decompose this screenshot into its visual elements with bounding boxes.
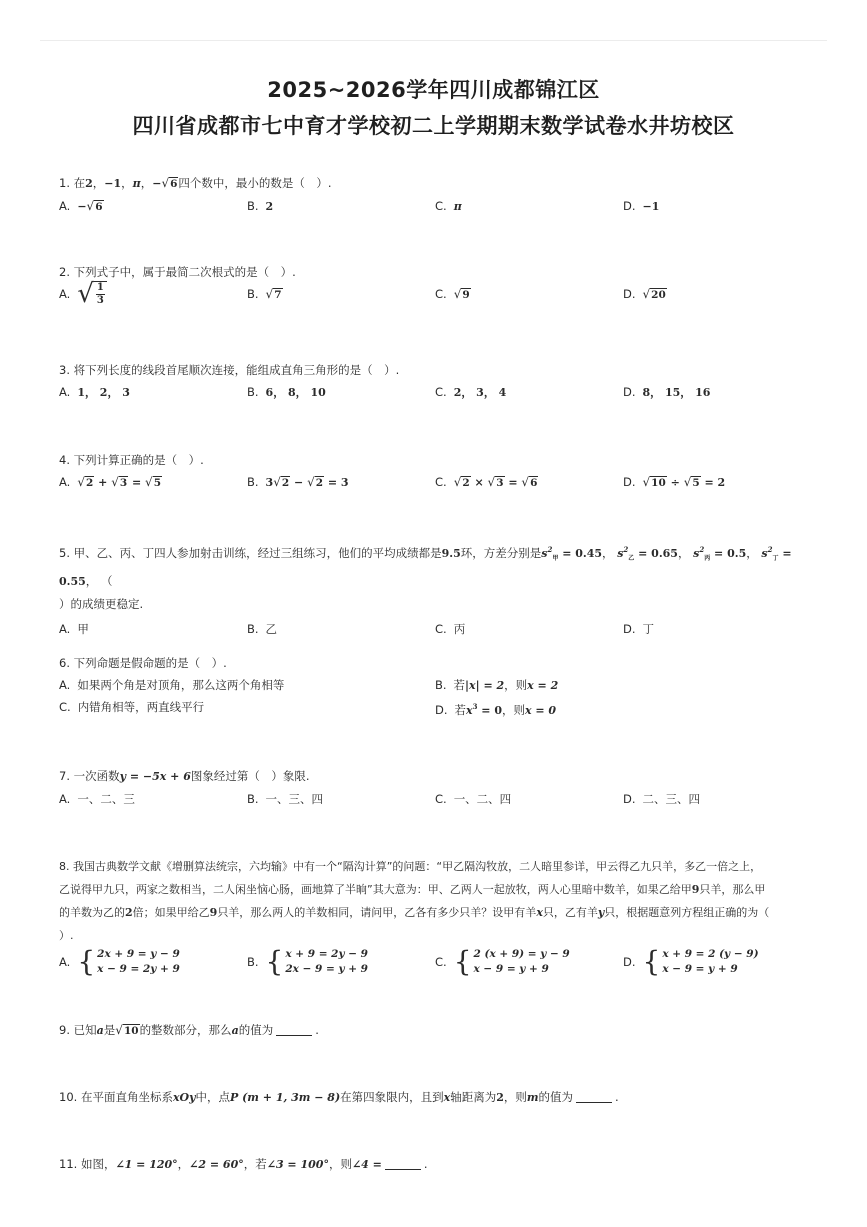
option-c[interactable]: C. { 2 (x + 9) = y − 9 x − 9 = y + 9 — [435, 945, 570, 978]
option-a[interactable]: A. √ $\frac{1}{3}$ — [59, 281, 107, 307]
question-2-options — [59, 279, 829, 309]
question-8-options — [59, 947, 829, 981]
question-6 — [59, 652, 829, 718]
option-b[interactable]: B. 乙 — [247, 622, 278, 636]
top-divider — [40, 40, 827, 41]
answer-blank[interactable] — [576, 1102, 612, 1103]
answer-blank[interactable] — [276, 1035, 312, 1036]
question-11 — [59, 1153, 829, 1176]
option-d[interactable]: D. 8， 15， 16 — [623, 385, 711, 399]
option-a[interactable]: A. −√6 — [59, 199, 103, 213]
question-5-options — [59, 618, 829, 640]
option-c[interactable]: C. √2 × √3 = √6 — [435, 475, 538, 489]
question-10 — [59, 1086, 829, 1109]
question-11-stem: 11. 如图，∠1 = 120°，∠2 = 60°，若∠3 = 100°，则∠4 = . — [59, 1157, 428, 1171]
option-a[interactable]: A. 甲 — [59, 622, 89, 636]
exam-title — [0, 72, 867, 144]
question-4-stem: 4. 下列计算正确的是（ ）. — [59, 453, 204, 467]
question-5-stem: 5. 甲、乙、丙、丁四人参加射击训练，经过三组练习，他们的平均成绩都是9.5环，方差分别是$s^2_甲 = 0.45$， $s^2_乙 = 0.65$， $s^2_丙 = 0.5$， $s^2_丁 = 0.55$， （ ）的成绩更稳定. — [59, 545, 792, 611]
option-d[interactable]: D. 二、三、四 — [623, 792, 701, 806]
question-5 — [59, 539, 829, 640]
option-c[interactable]: C. √9 — [435, 287, 470, 301]
question-6-options-row-1 — [59, 674, 829, 696]
option-d[interactable]: D. 若$x^3 = 0$，则x = 0 — [435, 702, 557, 717]
question-9 — [59, 1019, 829, 1042]
option-b[interactable]: B. 若|x| = 2，则x = 2 — [435, 678, 559, 692]
option-b[interactable]: B. 3√2 − √2 = 3 — [247, 475, 349, 489]
option-a[interactable]: A. √2 + √3 = √5 — [59, 475, 162, 489]
question-4-options — [59, 471, 829, 493]
title-line-1: 2025~2026学年四川成都锦江区 — [267, 78, 600, 102]
option-a[interactable]: A. 一、二、三 — [59, 792, 135, 806]
question-7-options — [59, 788, 829, 810]
option-c[interactable]: C. π — [435, 199, 462, 213]
title-line-2: 四川省成都市七中育才学校初二上学期期末数学试卷水井坊校区 — [132, 114, 735, 138]
option-c[interactable]: C. 2， 3， 4 — [435, 385, 507, 399]
option-d[interactable]: D. −1 — [623, 199, 660, 213]
option-b[interactable]: B. 一、三、四 — [247, 792, 324, 806]
question-7 — [59, 765, 829, 810]
question-8 — [59, 855, 829, 981]
question-2 — [59, 261, 829, 309]
option-b[interactable]: B. { x + 9 = 2y − 9 2x − 9 = y + 9 — [247, 945, 368, 978]
option-d[interactable]: D. { x + 9 = 2 (y − 9) x − 9 = y + 9 — [623, 945, 759, 978]
question-9-stem: 9. 已知a是√10的整数部分，那么a的值为 . — [59, 1023, 319, 1037]
option-c[interactable]: C. 内错角相等，两直线平行 — [59, 700, 205, 714]
option-c[interactable]: C. 一、二、四 — [435, 792, 512, 806]
option-d[interactable]: D. 丁 — [623, 622, 655, 636]
question-2-stem: 2. 下列式子中，属于最简二次根式的是（ ）. — [59, 265, 296, 279]
option-a[interactable]: A. 1， 2， 3 — [59, 385, 130, 399]
sqrt-expression: √6 — [161, 176, 178, 190]
option-a[interactable]: A. 如果两个角是对顶角，那么这两个角相等 — [59, 678, 285, 692]
question-3-stem: 3. 将下列长度的线段首尾顺次连接，能组成直角三角形的是（ ）. — [59, 363, 400, 377]
option-b[interactable]: B. √7 — [247, 287, 282, 301]
question-6-options-row-2 — [59, 696, 829, 718]
question-8-stem: 8. 我国古典数学文献《增删算法统宗，六均输》中有一个“隔沟计算”的问题：“甲乙隔沟牧放，二人暗里参详，甲云得乙九只羊，多乙一倍之上， 乙说得甲九只，两家之数相当，二人闲坐恼心肠，画地算了半晌”其大意为：甲、乙两人一起放牧，两人心里暗中数羊，如果乙给甲9只羊，那么甲 的羊数为乙的2倍；如果甲给乙9只羊，那么两人的羊数相同，请问甲，乙各有多少只羊？设甲有羊x只，乙有羊y只，根据题意列方程组正确的为（ ）. — [59, 860, 770, 942]
question-1 — [59, 172, 829, 217]
option-c[interactable]: C. 丙 — [435, 622, 466, 636]
question-4 — [59, 449, 829, 493]
option-d[interactable]: D. √20 — [623, 287, 666, 301]
option-b[interactable]: B. 2 — [247, 199, 274, 213]
question-1-options — [59, 195, 829, 217]
option-b[interactable]: B. 6， 8， 10 — [247, 385, 326, 399]
question-6-stem: 6. 下列命题是假命题的是（ ）. — [59, 656, 227, 670]
question-1-stem: 1. 在2，−1，π，−√6四个数中，最小的数是（ ）. — [59, 172, 829, 195]
question-10-stem: 10. 在平面直角坐标系xOy中，点P (m + 1, 3m − 8)在第四象限内，且到x轴距离为2，则m的值为 . — [59, 1090, 619, 1104]
question-3 — [59, 359, 829, 403]
option-d[interactable]: D. √10 ÷ √5 = 2 — [623, 475, 726, 489]
option-a[interactable]: A. { 2x + 9 = y − 9 x − 9 = 2y + 9 — [59, 945, 180, 978]
answer-blank[interactable] — [385, 1169, 421, 1170]
question-7-stem: 7. 一次函数y = −5x + 6图象经过第（ ）象限. — [59, 769, 310, 783]
question-3-options — [59, 381, 829, 403]
